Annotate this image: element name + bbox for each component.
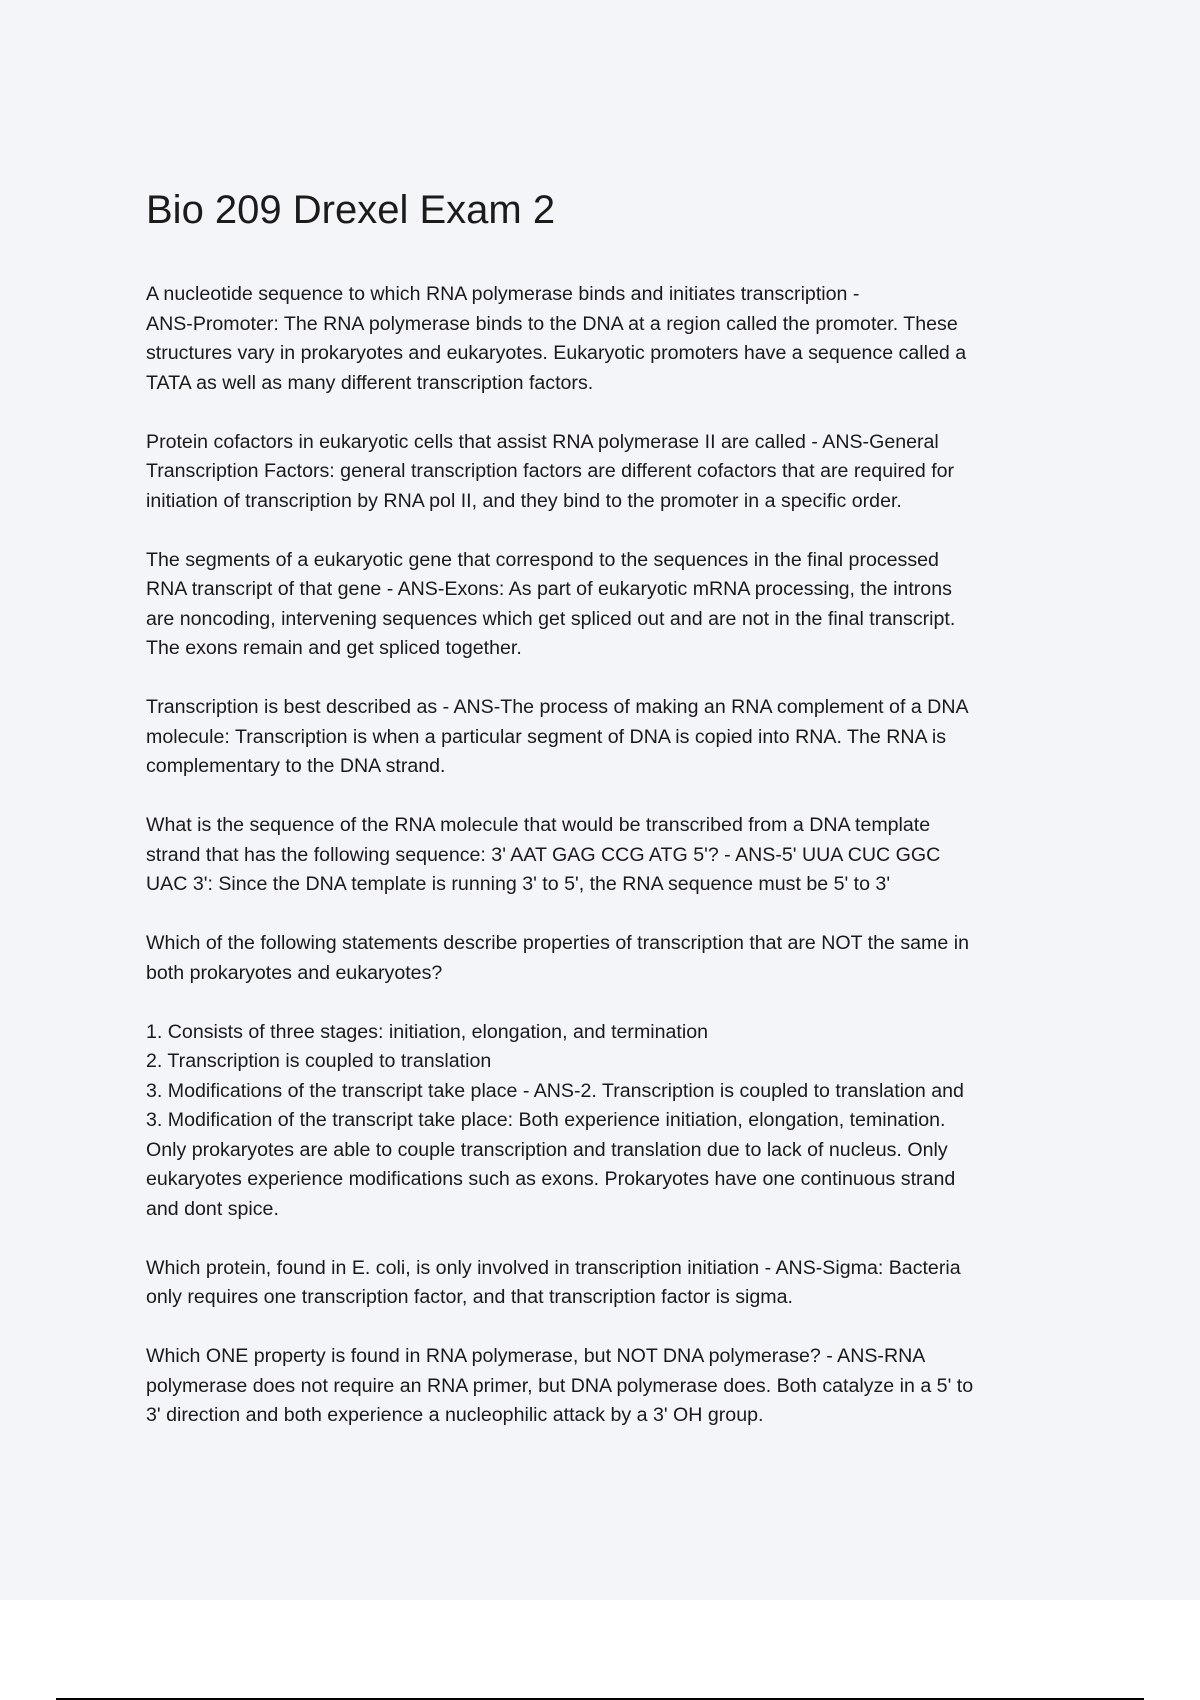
qa-prokaryote-eukaryote-question: Which of the following statements describe properties of transcription that are NOT the same in both prokaryotes and eukaryotes? [146,932,969,984]
qa-rna-sequence: What is the sequence of the RNA molecule that would be transcribed from a DNA template strand that has the following sequence: 3' AAT GAG CCG ATG 5'? - ANS-5' UUA CUC GGC UAC 3': Since the DNA template is running 3' to 5', the RNA sequence must be 5' to 3' [146,814,941,895]
qa-prokaryote-eukaryote-answer: 1. Consists of three stages: initiation, elongation, and termination 2. Transcription is coupled to translation 3. Modifications of the transcript take place - ANS-2. Transcription is coupled to translation and 3. Modification of the transcript take place: Both experience initiation, elongation, temination. Only prokaryotes are able to couple transcription and translation due to lack of nucleus. Only eukaryotes experience modifications such as exons. Prokaryotes have one continuous strand and dont spice. [146,1020,964,1220]
qa-promoter: A nucleotide sequence to which RNA polymerase binds and initiates transcription - ANS-Promoter: The RNA polymerase binds to the DNA at a region called the promoter. These structures vary in prokaryotes and eukaryotes. Eukaryotic promoters have a sequence called a TATA as well as many different transcription factors. [146,283,967,394]
qa-rna-polymerase: Which ONE property is found in RNA polymerase, but NOT DNA polymerase? - ANS-RNA polymerase does not require an RNA primer, but DNA polymerase does. Both catalyze in a 5' to 3' direction and both experience a nucleophilic attack by a 3' OH group. [146,1345,974,1426]
qa-sigma: Which protein, found in E. coli, is only involved in transcription initiation - ANS-Sigma: Bacteria only requires one transcription factor, and that transcription factor is sigma. [146,1256,961,1308]
document-content [146,182,1096,1460]
qa-exons: The segments of a eukaryotic gene that correspond to the sequences in the final processed RNA transcript of that gene - ANS-Exons: As part of eukaryotic mRNA processing, the introns are noncoding, intervening sequences which get spliced out and are not in the final transcript. The exons remain and get spliced together. [146,548,956,659]
qa-transcription-factors: Protein cofactors in eukaryotic cells that assist RNA polymerase II are called - ANS-General Transcription Factors: general transcription factors are different cofactors that are required for initiation of transcription by RNA pol II, and they bind to the promoter in a specific order. [146,430,955,512]
document-title: Bio 209 Drexel Exam 2 [146,188,556,232]
qa-transcription-definition: Transcription is best described as - ANS-The process of making an RNA complement of a DNA molecule: Transcription is when a particular segment of DNA is copied into RNA. The RNA is complementary to the DNA strand. [146,696,969,777]
